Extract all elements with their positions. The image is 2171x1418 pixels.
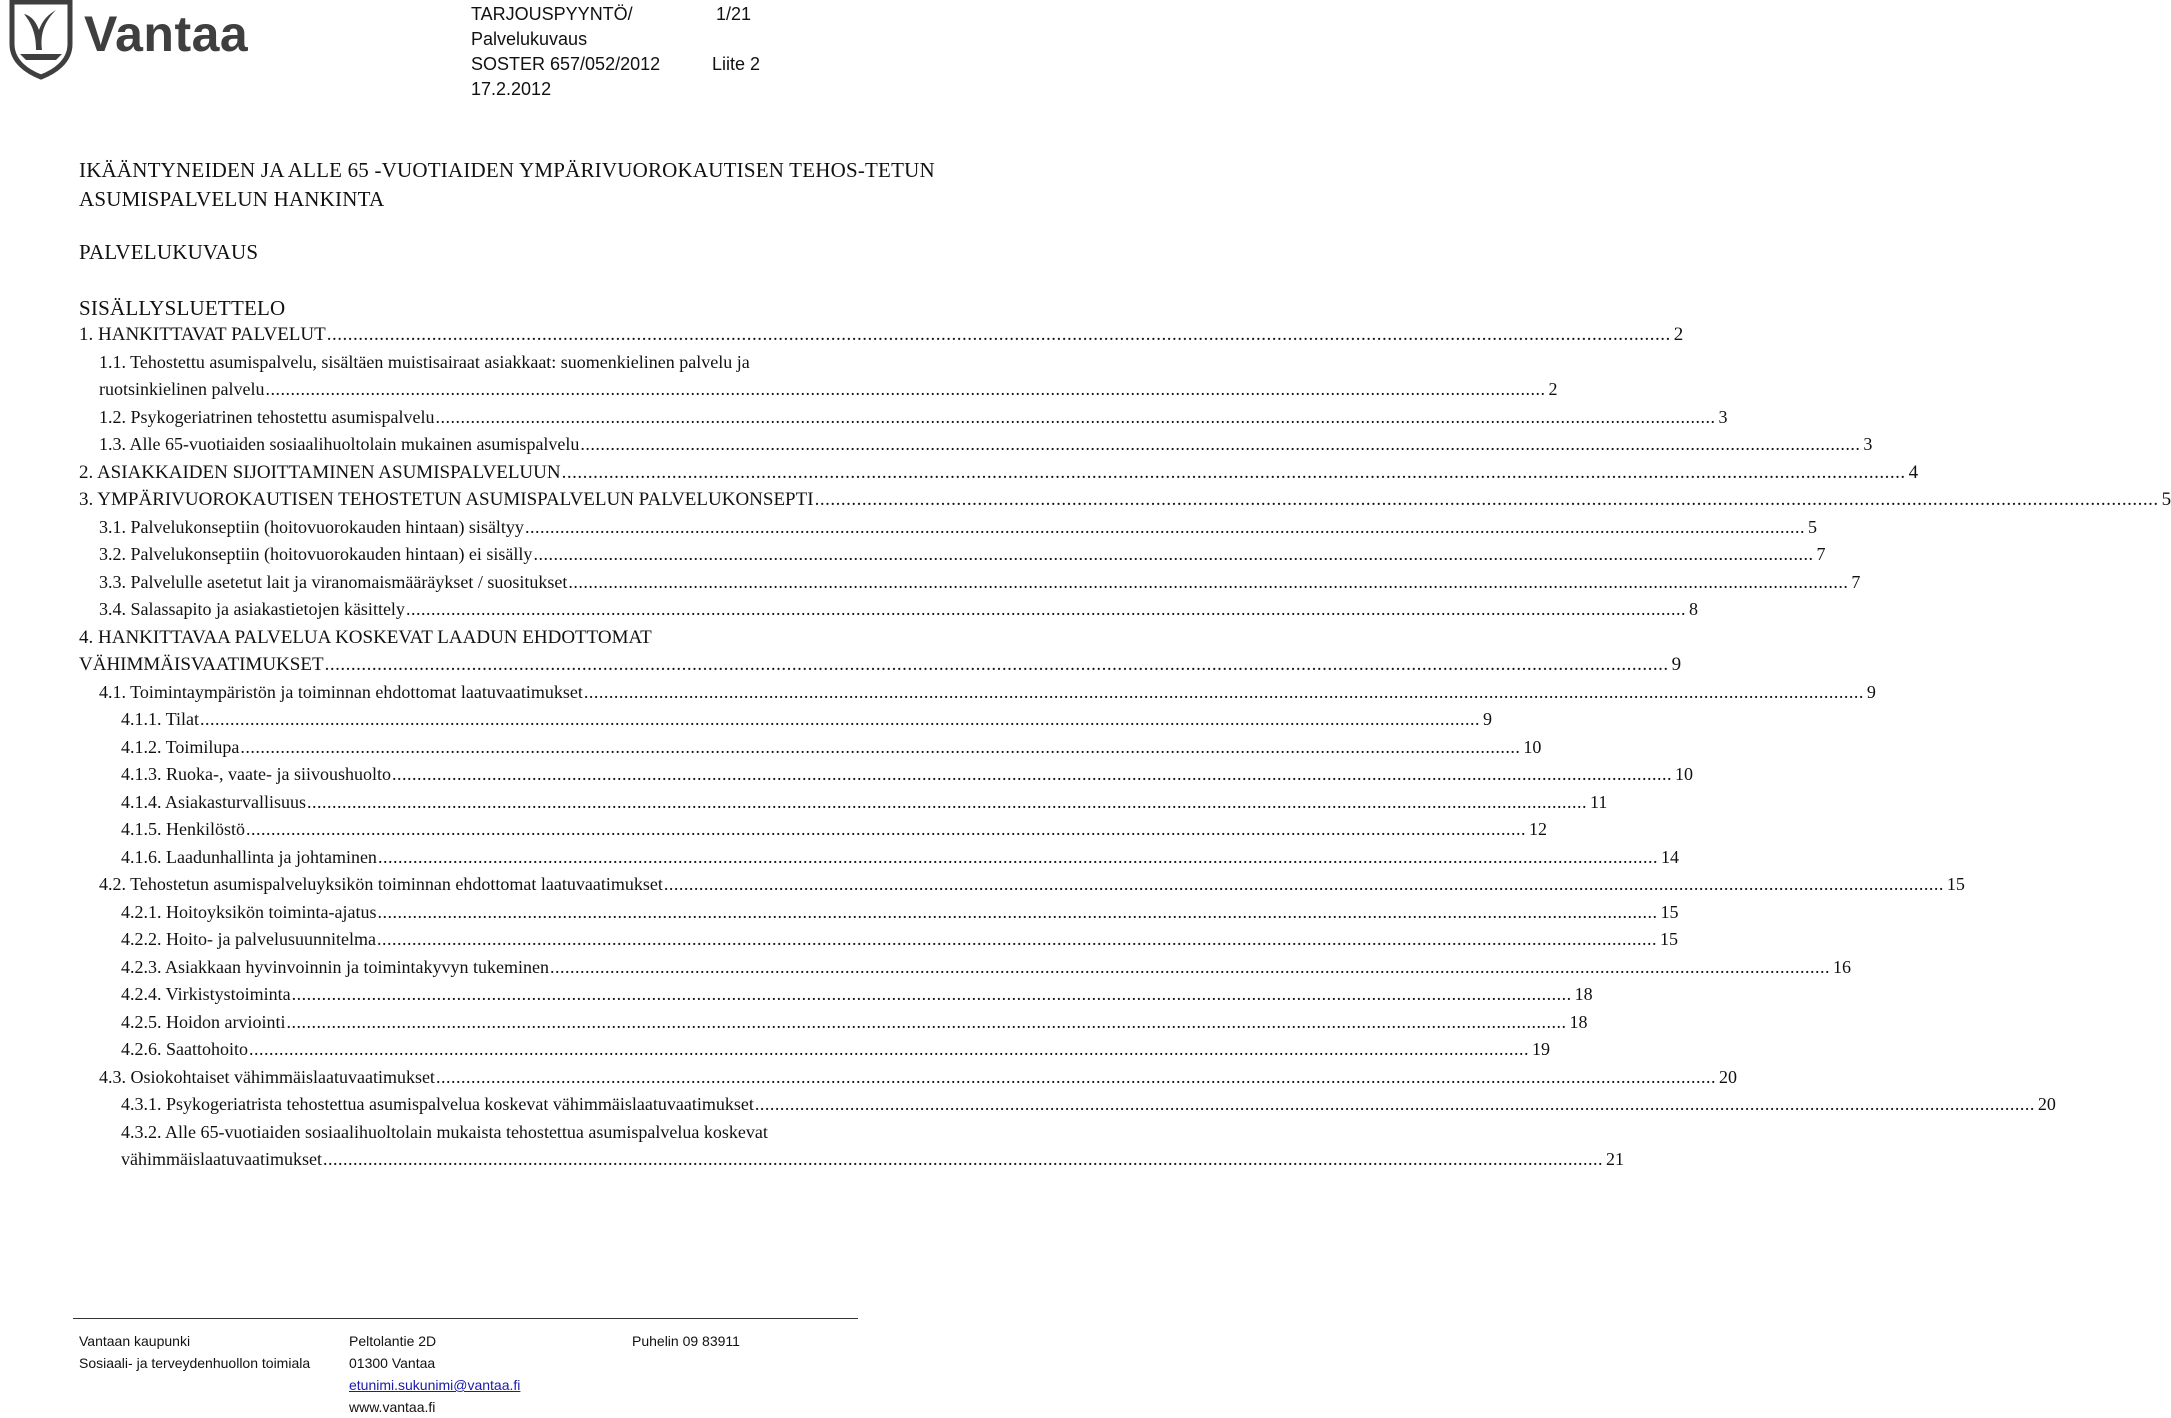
attachment-label: Liite 2 [712,54,761,74]
toc-entry[interactable] [79,624,962,652]
toc-entry[interactable] [121,981,1593,1009]
toc-leader-dots [287,1009,1567,1037]
toc-leader-dots [815,486,2159,514]
toc-page-number: 5 [2161,489,2171,510]
toc-entry-title: 4. HANKITTAVAA PALVELUA KOSKEVAT LAADUN EHDOTTOMAT [79,626,652,648]
toc-entry-title: 4.2.3. Asiakkaan hyvinvoinnin ja toimintakyvyn tukeminen [121,956,549,977]
footer-street: Peltolantie 2D [349,1333,437,1349]
toc-page-number: 16 [1832,956,1851,977]
toc-entry-title: 4.3. Osiokohtaiset vähimmäislaatuvaatimukset [99,1066,435,1087]
toc-page-number: 10 [1674,764,1693,784]
toc-entry-title: 1. HANKITTAVAT PALVELUT [79,324,326,345]
toc-page-number: 11 [1590,791,1608,812]
toc-leader-dots [307,789,1587,817]
toc-entry-title: 4.1.4. Asiakasturvallisuus [121,791,306,812]
reference-number: SOSTER 657/052/2012 [471,54,661,74]
toc-entry-title: VÄHIMMÄISVAATIMUKSET [79,654,324,675]
toc-entry[interactable] [121,1119,962,1147]
toc-page-number: 15 [1660,901,1679,922]
toc-entry-title: 4.1. Toimintaympäristön ja toiminnan ehdottomat laatuvaatimukset [99,681,583,702]
toc-leader-dots [327,321,1671,349]
toc-page-number: 8 [1688,599,1698,619]
toc-leader-dots [435,404,1715,432]
doc-type-label: TARJOUSPYYNTÖ/ [471,4,633,24]
toc-page-number: 5 [1807,516,1817,537]
toc-page-number: 7 [1816,544,1826,564]
toc-entry-title: 3.1. Palvelukonseptiin (hoitovuorokauden hintaan) sisältyy [99,516,524,537]
toc-entry-continuation[interactable] [79,651,1682,679]
toc-leader-dots [377,926,1657,954]
toc-entry[interactable] [79,459,1919,487]
toc-entry[interactable] [99,514,1817,542]
toc-entry-title: 4.1.1. Tilat [121,709,200,729]
toc-leader-dots [525,514,1805,542]
toc-entry-title: 4.2. Tehostetun asumispalveluyksikön toiminnan ehdottomat laatuvaatimukset [99,874,663,894]
footer-address [349,1330,520,1418]
toc-entry-title: 1.3. Alle 65-vuotiaiden sosiaalihuoltolain mukainen asumispalvelu [99,434,580,454]
toc-page-number: 20 [2037,1094,2056,1114]
toc-entry[interactable] [121,1036,1550,1064]
footer-org-name: Vantaan kaupunki [79,1333,191,1349]
toc-leader-dots [406,596,1686,624]
logo-wordmark: Vantaa [84,6,249,62]
toc-entry[interactable] [99,679,1876,707]
toc-entry[interactable] [99,1064,1737,1092]
header-info [471,2,660,102]
toc-entry-title: 3.2. Palvelukonseptiin (hoitovuorokauden hintaan) ei sisälly [99,544,533,564]
toc-page-number: 9 [1483,709,1493,729]
toc-entry-title: 4.2.6. Saattohoito [121,1039,248,1059]
toc-page-number: 18 [1574,984,1593,1004]
toc-entry[interactable] [121,1091,2056,1119]
toc-entry-title: 3. YMPÄRIVUOROKAUTISEN TEHOSTETUN ASUMISPALVELUN PALVELUKONSEPTI [79,489,814,510]
toc-leader-dots [584,679,1864,707]
toc-entry[interactable] [99,541,1826,569]
toc-page-number: 2 [1673,324,1684,345]
toc-page-number: 9 [1866,681,1876,702]
toc-page-number: 7 [1851,571,1861,592]
toc-entry[interactable] [99,431,1873,459]
toc-leader-dots [323,1146,1603,1174]
toc-entry[interactable] [79,486,2171,514]
toc-entry[interactable] [121,844,1679,872]
toc-leader-dots [240,734,1520,762]
toc-entry-title: 4.1.3. Ruoka-, vaate- ja siivoushuolto [121,764,391,784]
vantaa-crest-icon [6,0,76,78]
toc-page-number: 3 [1863,434,1873,454]
toc-entry-title: 4.2.4. Virkistystoiminta [121,984,291,1004]
toc-entry[interactable] [121,1009,1588,1037]
toc-leader-dots [550,954,1830,982]
toc-page-number: 3 [1718,406,1728,427]
footer-org [79,1330,310,1374]
toc-entry[interactable] [121,789,1608,817]
toc-entry[interactable] [99,871,1965,899]
table-of-contents [79,321,2171,1174]
toc-entry-title: 1.1. Tehostettu asumispalvelu, sisältäen muistisairaat asiakkaat: suomenkielinen palvelu ja [99,351,750,372]
toc-page-number: 9 [1671,654,1682,675]
toc-page-number: 15 [1946,874,1965,894]
footer-org-unit: Sosiaali- ja terveydenhuollon toimiala [79,1355,311,1371]
toc-page-number: 18 [1569,1011,1588,1032]
toc-entry[interactable] [121,706,1493,734]
toc-leader-dots [562,459,1906,487]
toc-leader-dots [246,816,1526,844]
toc-entry[interactable] [121,954,1851,982]
toc-entry[interactable] [121,926,1678,954]
footer-phone [632,1330,740,1352]
toc-entry-title: 4.1.2. Toimilupa [121,736,240,757]
toc-leader-dots [664,871,1944,899]
doc-date: 17.2.2012 [471,79,552,99]
vantaa-logo [6,0,296,78]
toc-heading: SISÄLLYSLUETTELO [79,296,286,320]
header-spacer [712,27,760,52]
toc-page-number: 20 [1718,1066,1737,1087]
toc-entry-title: 2. ASIAKKAIDEN SIJOITTAMINEN ASUMISPALVELUUN [79,461,561,483]
toc-entry[interactable] [99,596,1698,624]
toc-page-number: 19 [1532,1039,1550,1059]
toc-entry-title: 3.4. Salassapito ja asiakastietojen käsittely [99,599,405,619]
toc-leader-dots [377,899,1657,927]
toc-leader-dots [325,651,1669,679]
toc-entry[interactable] [121,899,1679,927]
toc-entry-title: 4.3.1. Psykogeriatrista tehostettua asumispalvelua koskevat vähimmäislaatuvaatimukset [121,1094,754,1114]
toc-entry-title: 4.3.2. Alle 65-vuotiaiden sosiaalihuoltolain mukaista tehostettua asumispalvelua koskevat [121,1121,768,1142]
toc-entry[interactable] [99,569,1861,597]
toc-leader-dots [292,981,1572,1009]
toc-entry-title: ruotsinkielinen palvelu [99,379,265,399]
toc-entry-title: 4.2.2. Hoito- ja palvelusuunnitelma [121,929,376,949]
toc-entry[interactable] [121,816,1547,844]
toc-page-number: 15 [1659,929,1678,949]
toc-entry[interactable] [121,734,1542,762]
footer-postal: 01300 Vantaa [349,1355,436,1371]
toc-entry-continuation[interactable] [121,1146,1624,1174]
toc-entry-title: vähimmäislaatuvaatimukset [121,1149,322,1169]
footer-web: www.vantaa.fi [349,1399,436,1415]
toc-entry[interactable] [121,761,1693,789]
toc-leader-dots [755,1091,2035,1119]
toc-leader-dots [392,761,1672,789]
document-type: PALVELUKUVAUS [79,240,259,264]
toc-entry-title: 3.3. Palvelulle asetetut lait ja viranomaismääräykset / suositukset [99,571,568,592]
toc-leader-dots [378,844,1658,872]
toc-leader-dots [200,706,1480,734]
header-page-info [712,2,760,77]
toc-leader-dots [568,569,1848,597]
footer-divider [73,1318,858,1319]
footer-email-link[interactable]: etunimi.sukunimi@vantaa.fi [349,1377,521,1393]
toc-entry-title: 1.2. Psykogeriatrinen tehostettu asumispalvelu [99,406,435,427]
toc-leader-dots [580,431,1860,459]
page-counter: 1/21 [716,4,752,24]
toc-entry-continuation[interactable] [99,376,1558,404]
toc-leader-dots [436,1064,1716,1092]
toc-page-number: 21 [1605,1149,1624,1169]
footer-phone-number: Puhelin 09 83911 [632,1333,740,1349]
toc-page-number: 12 [1529,819,1547,839]
toc-page-number: 2 [1548,379,1558,399]
doc-subtype-label: Palvelukuvaus [471,29,588,49]
toc-page-number: 10 [1523,736,1542,757]
toc-entry[interactable] [99,404,1728,432]
toc-leader-dots [249,1036,1529,1064]
document-title: IKÄÄNTYNEIDEN JA ALLE 65 -VUOTIAIDEN YMPÄRIVUOROKAUTISEN TEHOS-TETUN ASUMISPALVELUN HANKINTA [79,158,935,211]
toc-leader-dots [533,541,1813,569]
toc-entry-title: 4.1.6. Laadunhallinta ja johtaminen [121,846,377,867]
toc-entry-title: 4.2.1. Hoitoyksikön toiminta-ajatus [121,901,377,922]
toc-entry[interactable] [99,349,962,377]
toc-entry-title: 4.2.5. Hoidon arviointi [121,1011,286,1032]
toc-entry-title: 4.1.5. Henkilöstö [121,819,245,839]
toc-page-number: 14 [1660,846,1679,867]
toc-page-number: 4 [1908,461,1919,483]
toc-entry[interactable] [79,321,1684,349]
toc-leader-dots [265,376,1545,404]
